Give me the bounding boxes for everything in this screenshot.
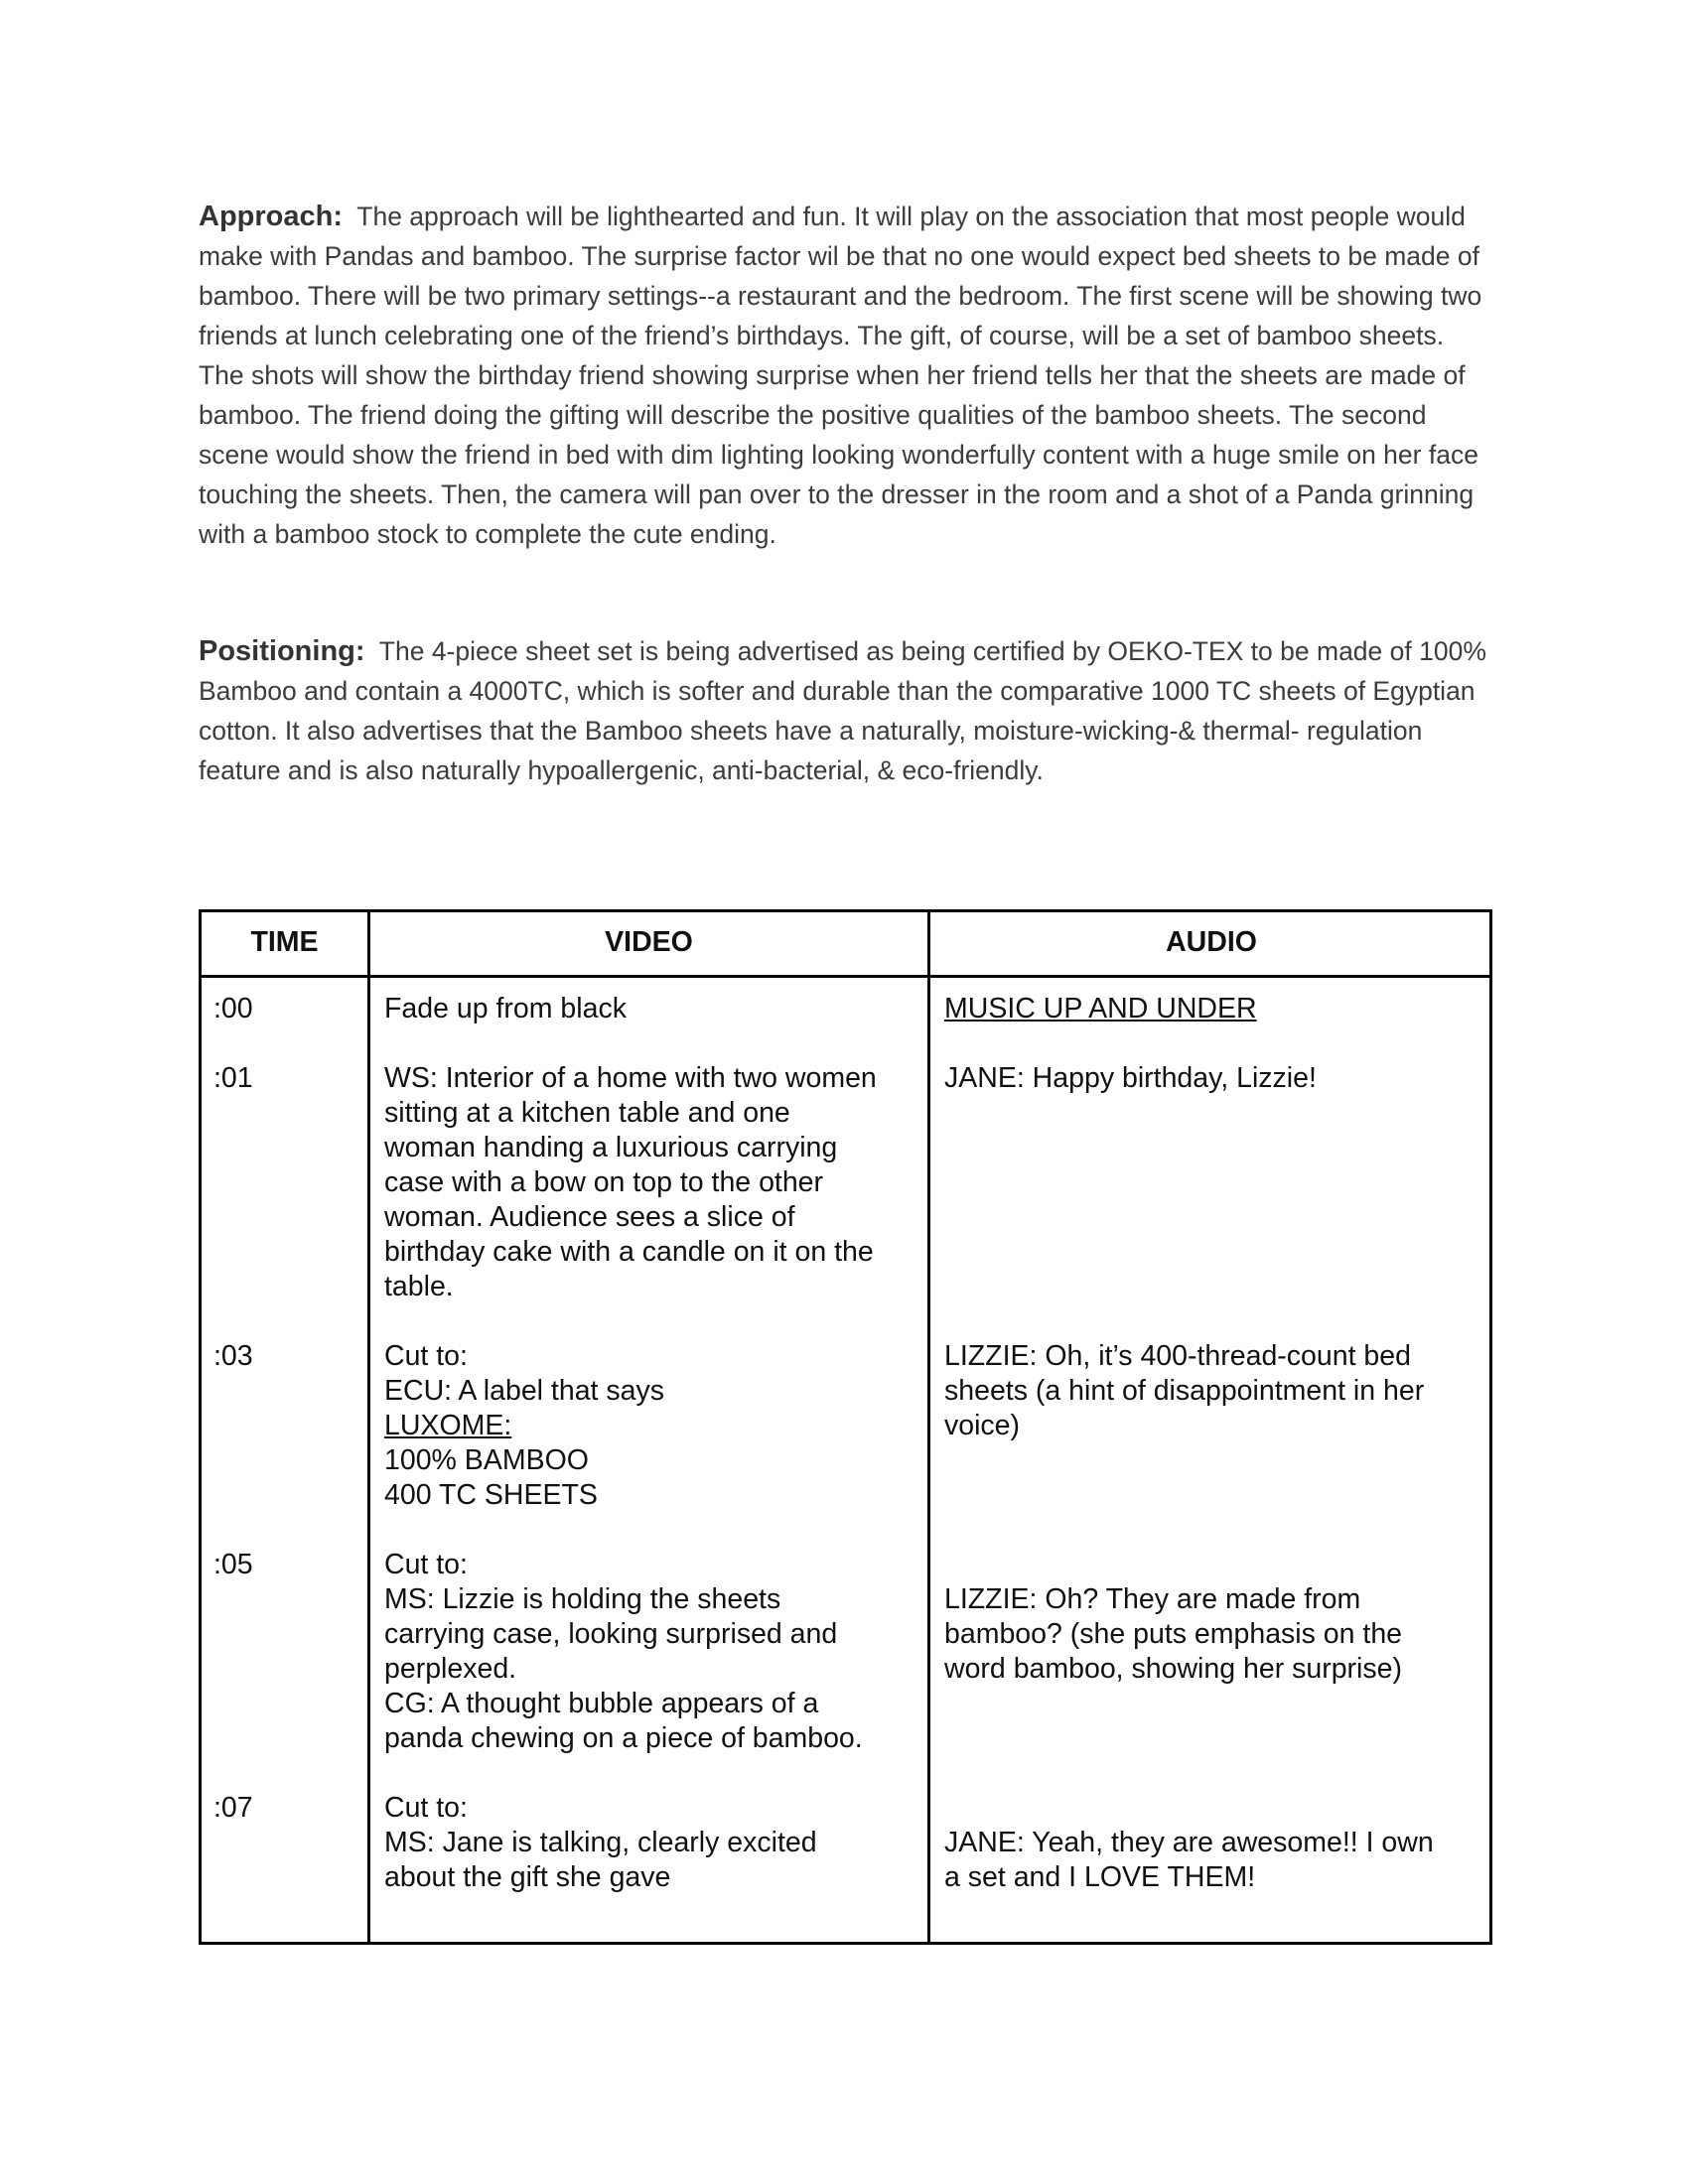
header-divider [202,975,1489,978]
audio-line: voice) [944,1410,1021,1441]
row-audio [944,992,1257,1026]
audio-line: MUSIC UP AND UNDER [944,993,1257,1024]
header-video: VIDEO [605,926,693,958]
header-time: TIME [250,926,319,958]
video-line: Cut to: [384,1340,468,1372]
video-line: sitting at a kitchen table and one [384,1097,790,1129]
video-line: woman handing a luxurious carrying [384,1132,838,1163]
row-time: :03 [213,1340,253,1372]
video-line: carrying case, looking surprised and [384,1618,838,1650]
audio-line: a set and I LOVE THEM! [944,1861,1256,1893]
row-video [384,1548,863,1756]
video-line: Cut to: [384,1792,468,1824]
video-line: CG: A thought bubble appears of a [384,1688,819,1719]
row-video [384,1791,817,1895]
audio-line: LIZZIE: Oh? They are made from [944,1583,1361,1615]
video-line: table. [384,1271,454,1302]
video-line: about the gift she gave [384,1861,671,1893]
header-audio: AUDIO [1166,926,1257,958]
positioning-text: The 4-piece sheet set is being advertised as being certified by OEKO-TEX to be made of 100% Bamboo and contain a 4000TC, which is softer and durable than the comparative 1000 TC sheets of Egyptian cotton. It also advertises that the Bamboo sheets have a naturally, moisture-wicking-& thermal- regulation feature and is also naturally hypoallergenic, anti-bacterial, & eco-friendly. [199,636,1486,785]
video-line: 100% BAMBOO [384,1444,589,1476]
script-table [199,909,1492,1945]
video-line: Fade up from black [384,993,627,1024]
row-audio [944,1582,1402,1687]
audio-line: word bamboo, showing her surprise) [944,1653,1402,1685]
approach-text: The approach will be lighthearted and fun. It will play on the association that most people would make with Pandas and bamboo. The surprise factor wil be that no one would expect bed sheets to be made of bamboo. There will be two primary settings--a restaurant and the bedroom. The first scene will be showing two friends at lunch celebrating one of the friend’s birthdays. The gift, of course, will be a set of bamboo sheets. The shots will show the birthday friend showing surprise when her friend tells her that the sheets are made of bamboo. The friend doing the gifting will describe the positive qualities of the bamboo sheets. The second scene would show the friend in bed with dim lighting looking wonderfully content with a huge smile on her face touching the sheets. Then, the camera will pan over to the dresser in the room and a shot of a Panda grinning with a bamboo stock to complete the cute ending. [199,202,1482,549]
approach-heading-colon: : [333,201,344,232]
row-time: :07 [213,1792,253,1824]
audio-line: bamboo? (she puts emphasis on the [944,1618,1403,1650]
video-line: WS: Interior of a home with two women [384,1062,877,1094]
video-line: ECU: A label that says [384,1375,664,1407]
row-audio [944,1339,1424,1443]
video-line: panda chewing on a piece of bamboo. [384,1722,863,1754]
row-time: :01 [213,1062,253,1094]
column-divider [367,912,370,1942]
video-line: MS: Lizzie is holding the sheets [384,1583,781,1615]
audio-line: sheets (a hint of disappointment in her [944,1375,1425,1407]
approach-heading: Approach [199,201,334,232]
row-video [384,1339,664,1513]
positioning-heading-colon: : [354,635,365,667]
video-line: birthday cake with a candle on it on the [384,1236,874,1268]
positioning-paragraph [199,631,1489,790]
video-line: Cut to: [384,1549,468,1580]
row-audio [944,1061,1317,1096]
video-line: woman. Audience sees a slice of [384,1201,795,1233]
audio-line: JANE: Happy birthday, Lizzie! [944,1062,1317,1094]
audio-line: JANE: Yeah, they are awesome!! I own [944,1827,1434,1858]
row-video [384,1061,877,1304]
column-divider [927,912,930,1942]
video-line: 400 TC SHEETS [384,1479,598,1511]
video-line: perplexed. [384,1653,517,1685]
audio-line: LIZZIE: Oh, it’s 400-thread-count bed [944,1340,1411,1372]
video-line: case with a bow on top to the other [384,1166,824,1198]
row-time: :05 [213,1549,253,1580]
row-video [384,992,627,1026]
video-line: MS: Jane is talking, clearly excited [384,1827,817,1858]
label-brand-underlined: LUXOME: [384,1410,512,1441]
approach-paragraph [199,197,1489,554]
row-time: :00 [213,993,253,1024]
video-line [384,1409,664,1443]
row-audio [944,1826,1434,1895]
positioning-heading: Positioning [199,635,355,667]
